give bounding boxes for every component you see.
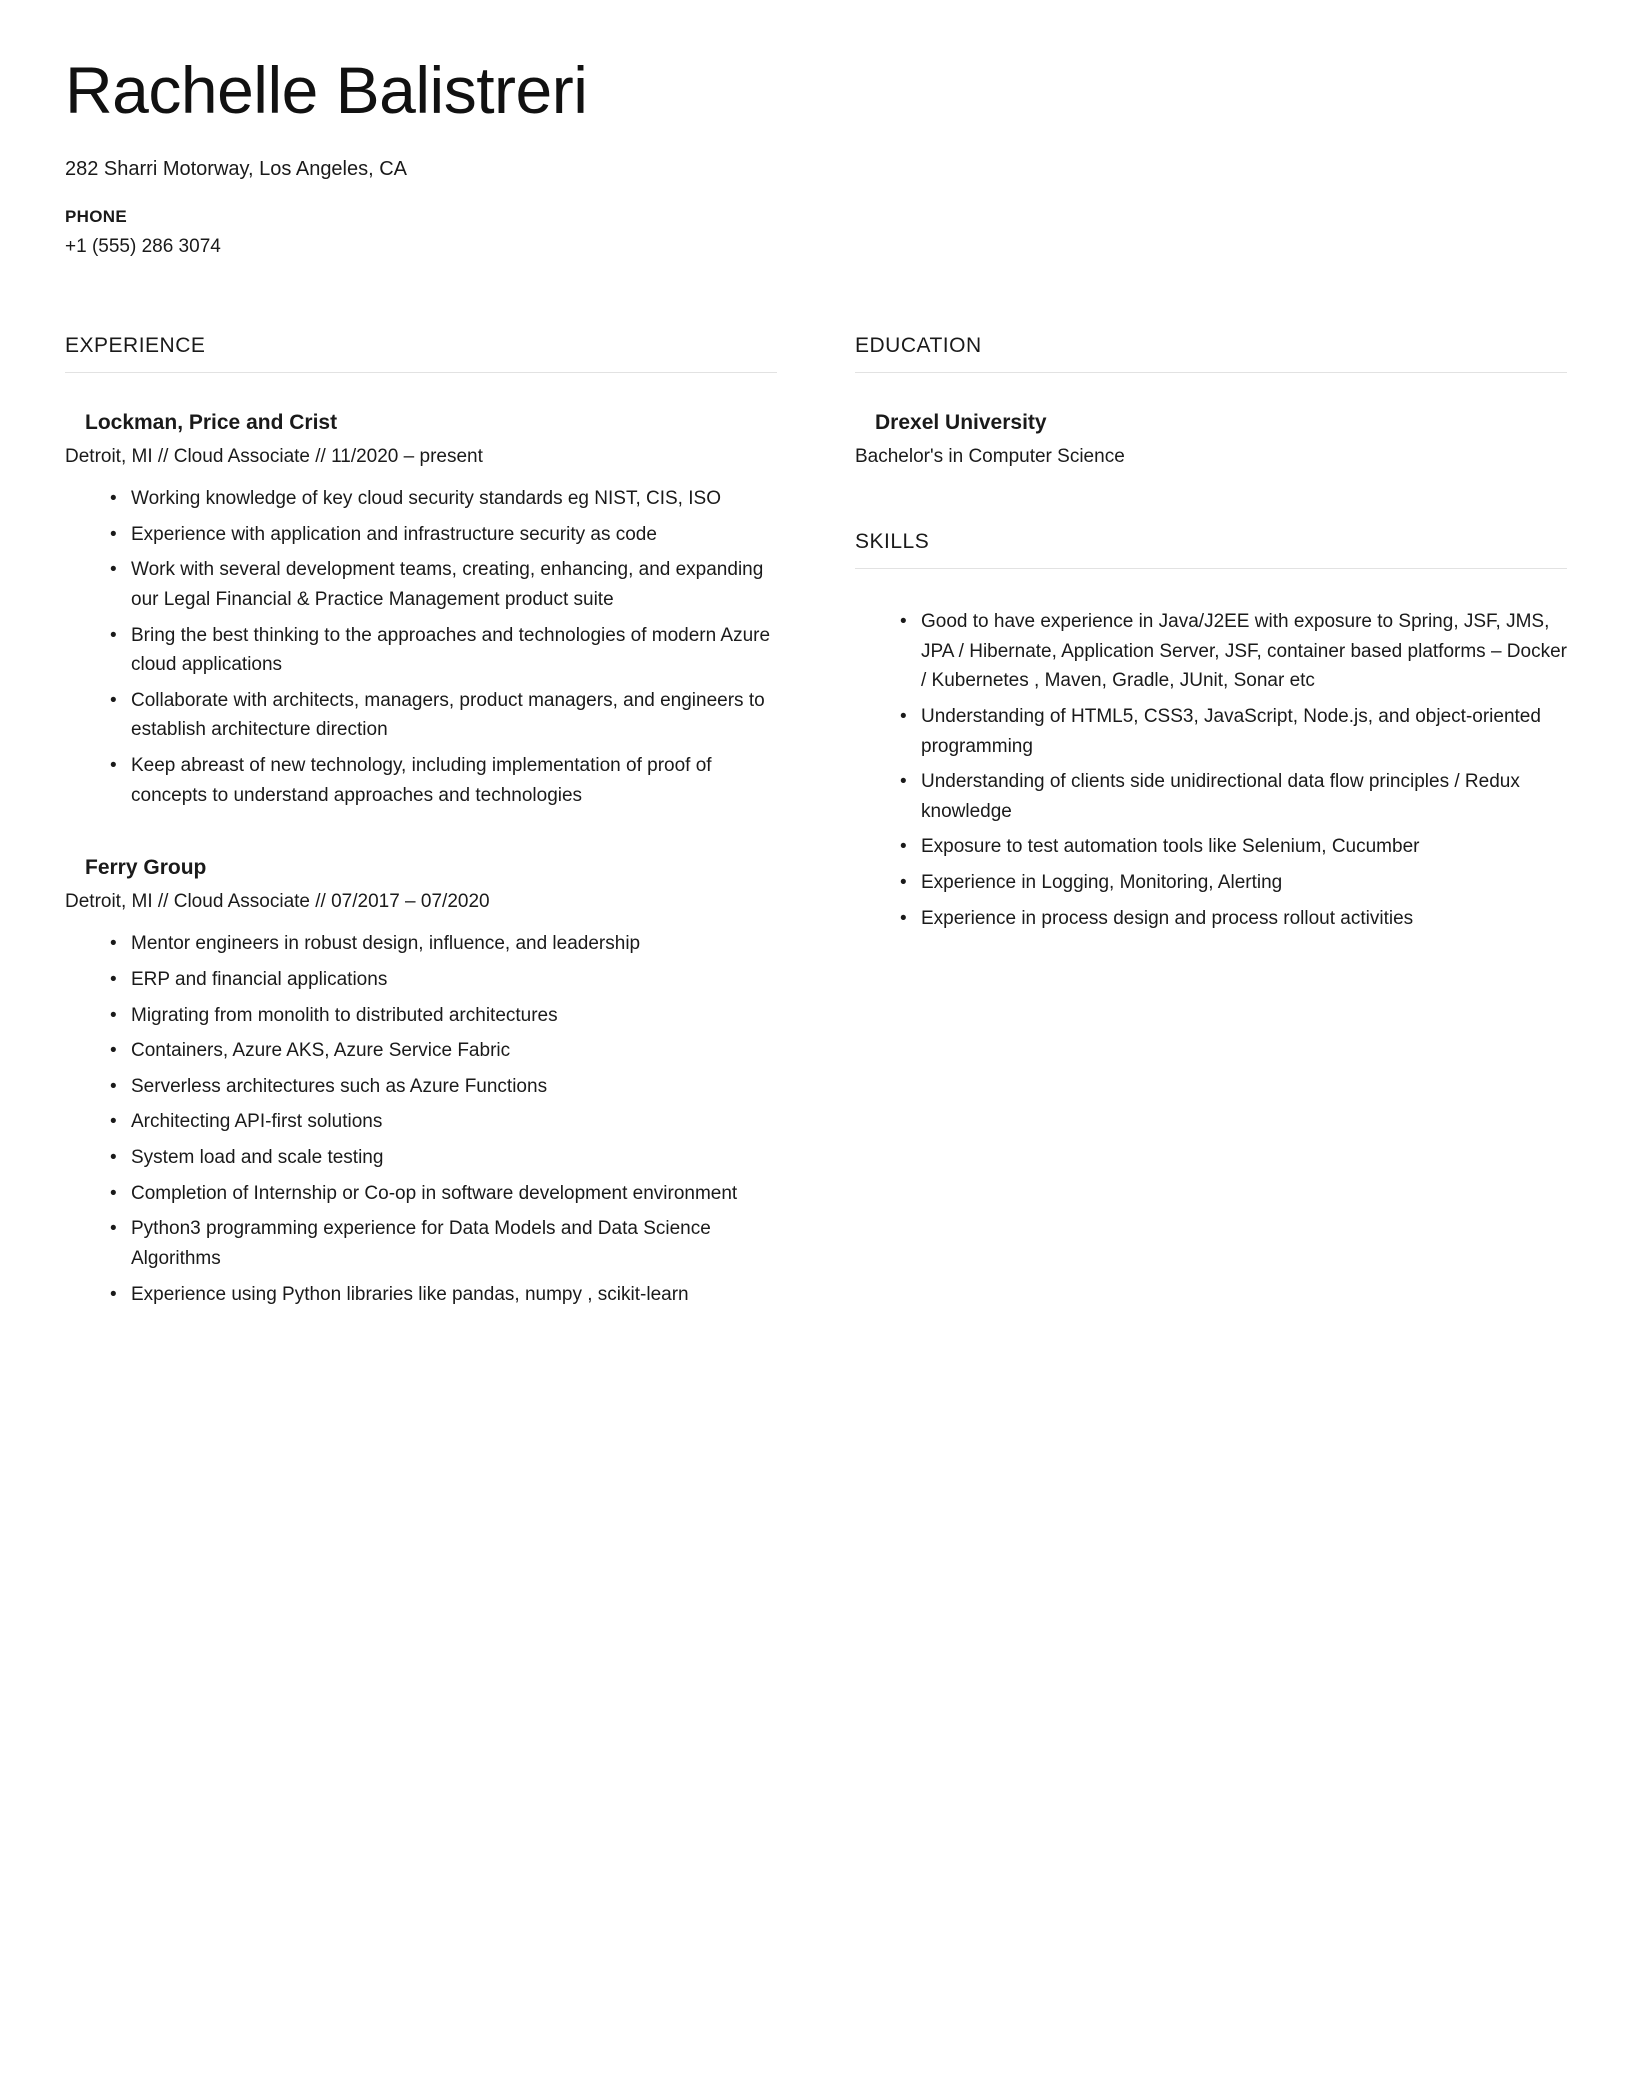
job-bullet: • Work with several development teams, creating, enhancing, and expanding our Legal Financial & Practice Management product suite (110, 555, 777, 614)
phone-number: +1 (555) 286 3074 (65, 236, 221, 257)
job-bullet: • Completion of Internship or Co-op in software development environment (110, 1179, 777, 1209)
job-bullet: • Collaborate with architects, managers, product managers, and engineers to establish architecture direction (110, 686, 777, 745)
education-entry (855, 411, 1567, 468)
education-section-title: EDUCATION (855, 334, 1567, 373)
job-bullet: • Mentor engineers in robust design, influence, and leadership (110, 929, 777, 959)
school-degree: Bachelor's in Computer Science (855, 446, 1125, 467)
skill-bullet: • Understanding of HTML5, CSS3, JavaScript, Node.js, and object-oriented programming (900, 702, 1567, 761)
job-entry-1 (65, 411, 777, 810)
experience-column (65, 334, 777, 1315)
skill-bullet: • Good to have experience in Java/J2EE with exposure to Spring, JSF, JMS, JPA / Hibernate, Application Server, JSF, container based platforms – Docker / Kubernetes , Maven, Gradle, JUnit, Sonar etc (900, 607, 1567, 696)
resume-header (65, 52, 1567, 258)
job-meta: Detroit, MI // Cloud Associate // 11/2020 – present (65, 446, 483, 467)
job-meta: Detroit, MI // Cloud Associate // 07/2017 – 07/2020 (65, 891, 490, 913)
right-column (855, 334, 1567, 1315)
skills-section (855, 530, 1567, 933)
education-section (855, 334, 1567, 468)
job-bullet: • Keep abreast of new technology, including implementation of proof of concepts to understand approaches and technologies (110, 751, 777, 810)
school-name: Drexel University (875, 411, 1047, 434)
job-bullet: • Experience using Python libraries like pandas, numpy , scikit-learn (110, 1280, 777, 1310)
job-entry-2 (65, 856, 777, 1309)
job-company: Lockman, Price and Crist (85, 411, 338, 434)
experience-section-title: EXPERIENCE (65, 334, 777, 373)
job-bullet: • System load and scale testing (110, 1143, 777, 1173)
person-name: Rachelle Balistreri (65, 53, 588, 127)
skill-bullet: • Experience in Logging, Monitoring, Alerting (900, 868, 1567, 898)
experience-section (65, 334, 777, 1309)
skill-bullet: • Exposure to test automation tools like Selenium, Cucumber (900, 832, 1567, 862)
job-bullet: • Experience with application and infrastructure security as code (110, 520, 777, 550)
skills-section-title: SKILLS (855, 530, 1567, 569)
skill-bullet: • Understanding of clients side unidirectional data flow principles / Redux knowledge (900, 767, 1567, 826)
job-bullet: • Architecting API-first solutions (110, 1107, 777, 1137)
job-bullet: • Serverless architectures such as Azure Functions (110, 1072, 777, 1102)
skill-bullet: • Experience in process design and process rollout activities (900, 904, 1567, 934)
job-bullet: • Containers, Azure AKS, Azure Service Fabric (110, 1036, 777, 1066)
job-bullet: • ERP and financial applications (110, 965, 777, 995)
phone-label: PHONE (65, 207, 127, 226)
job-bullet: • Working knowledge of key cloud security standards eg NIST, CIS, ISO (110, 484, 777, 514)
address: 282 Sharri Motorway, Los Angeles, CA (65, 158, 408, 180)
job-bullet: • Migrating from monolith to distributed architectures (110, 1001, 777, 1031)
job-bullet-list (65, 484, 777, 810)
job-bullet: • Bring the best thinking to the approaches and technologies of modern Azure cloud applications (110, 621, 777, 680)
job-bullet: • Python3 programming experience for Data Models and Data Science Algorithms (110, 1214, 777, 1273)
content-columns (65, 334, 1567, 1315)
job-company: Ferry Group (85, 856, 207, 880)
skills-bullet-list (855, 607, 1567, 933)
job-bullet-list (65, 929, 777, 1309)
